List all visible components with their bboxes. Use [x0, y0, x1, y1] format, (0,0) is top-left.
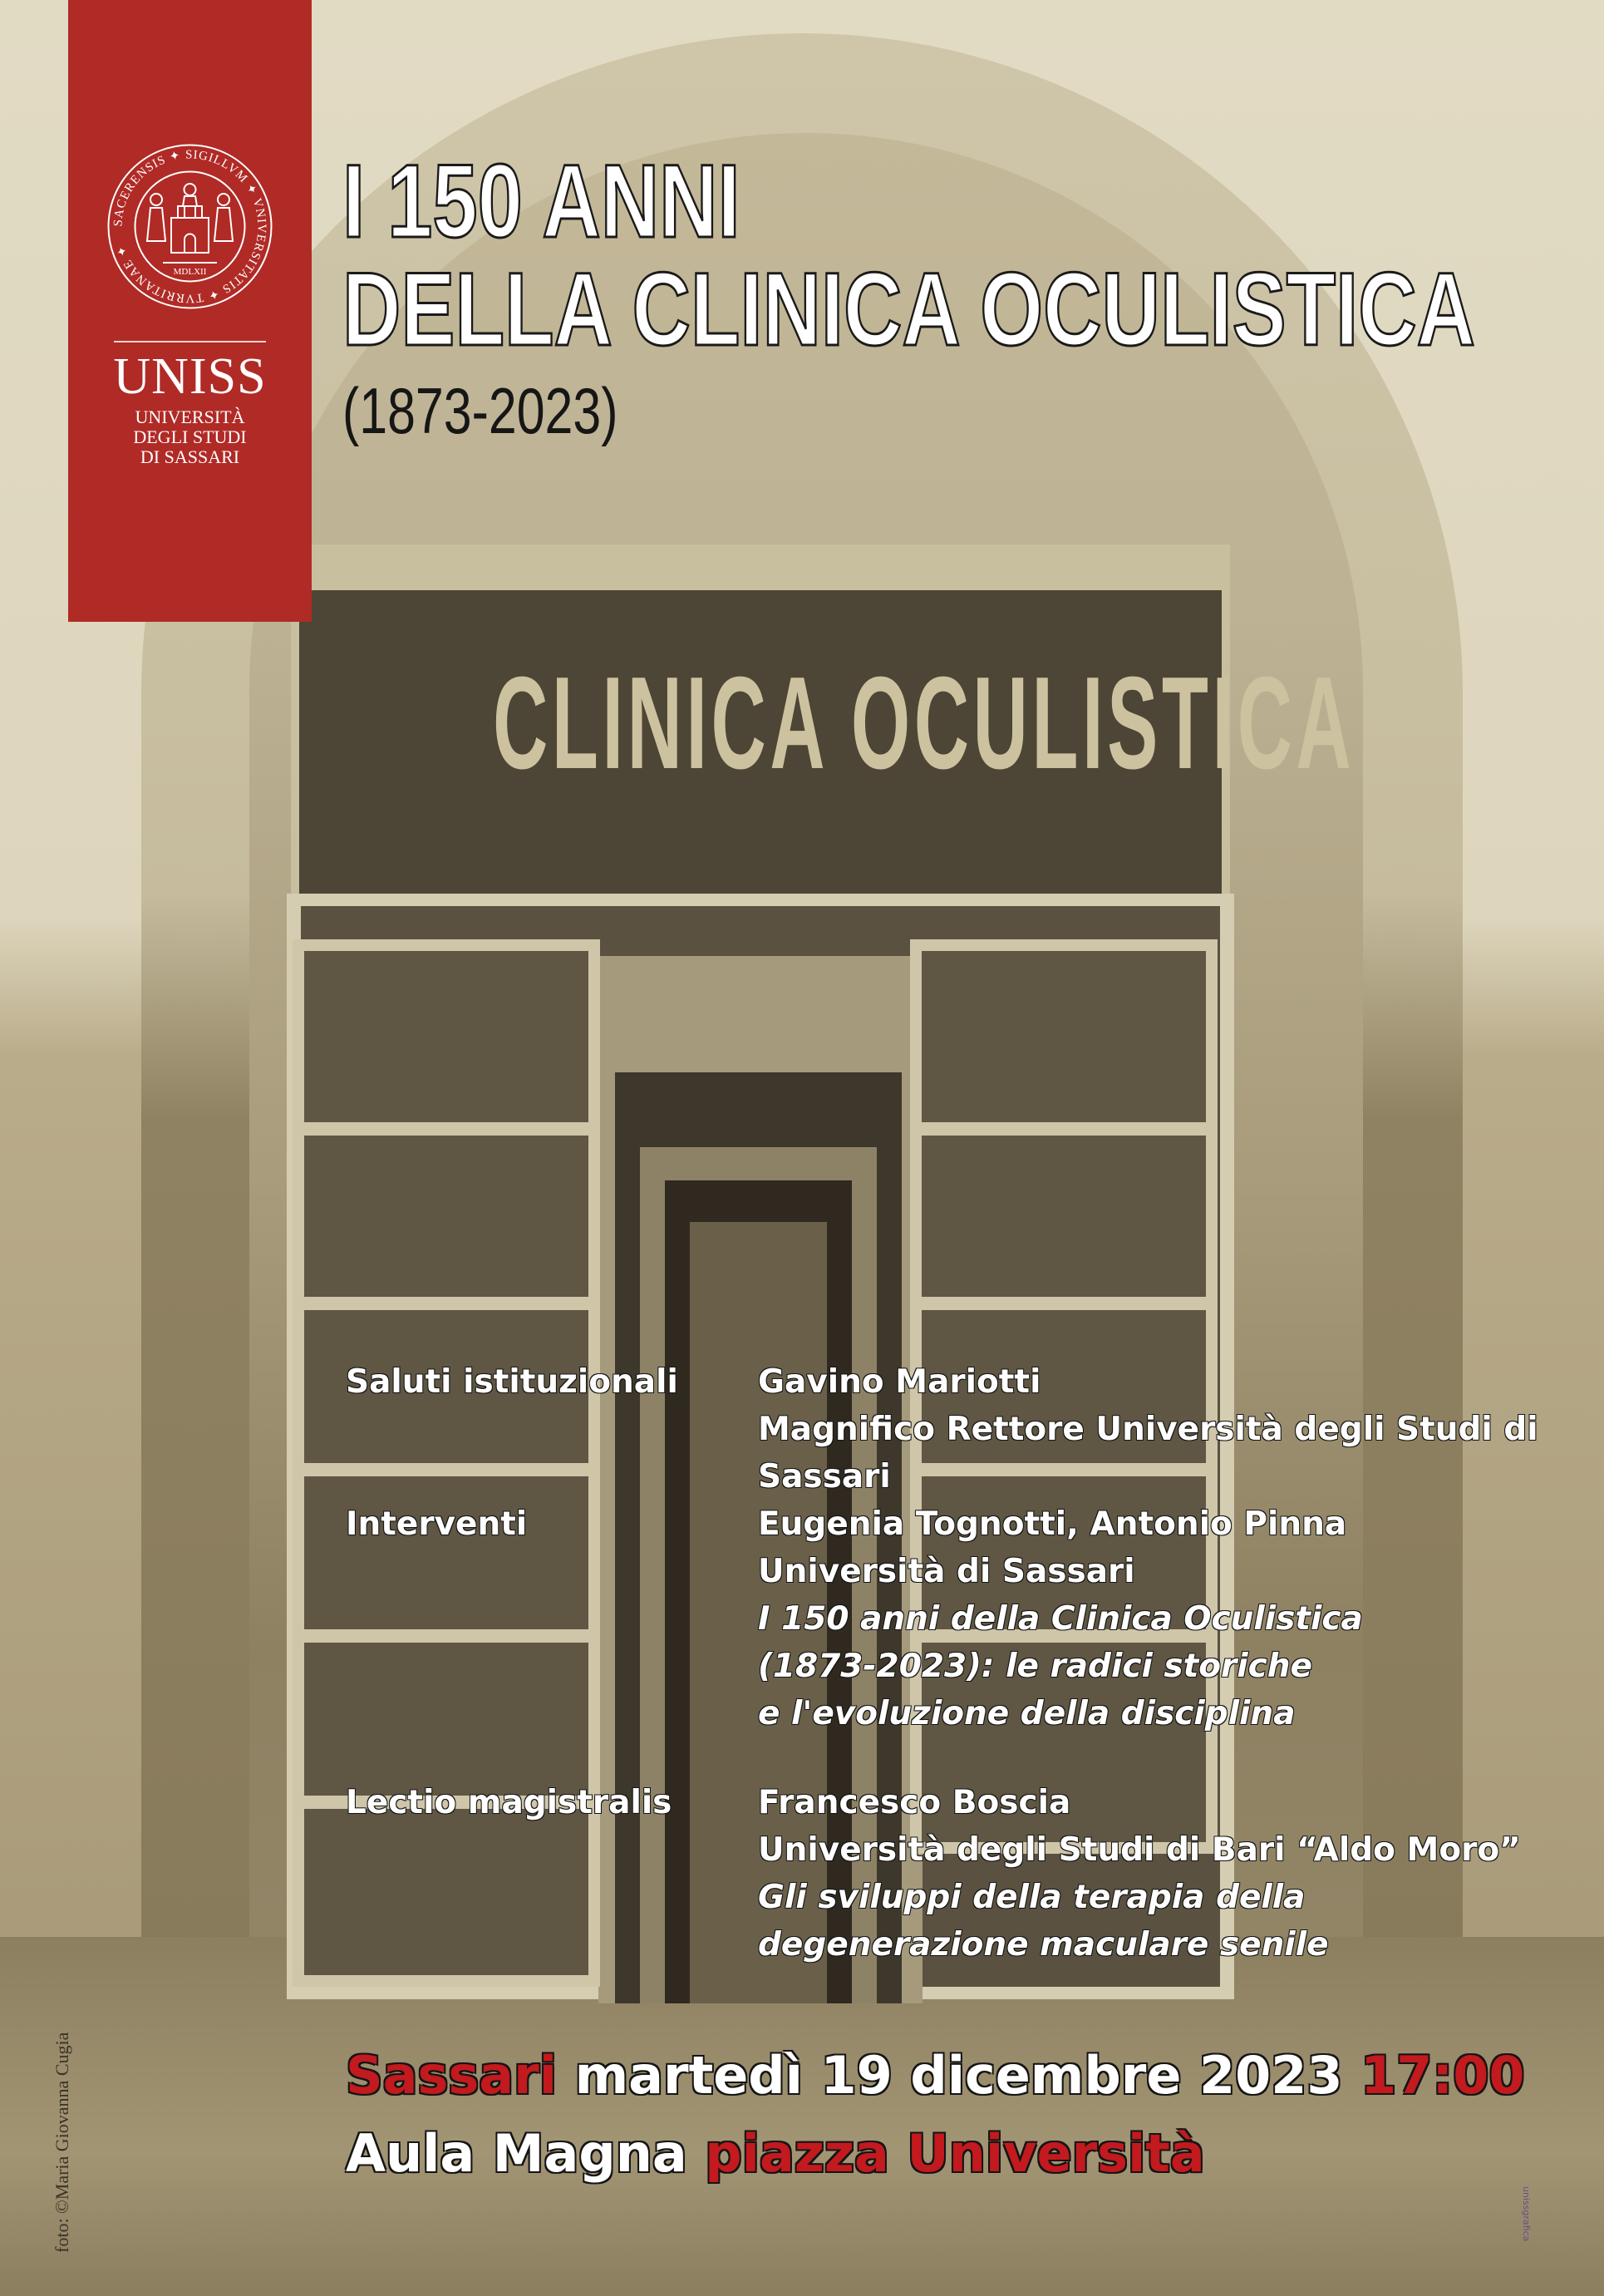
program-talk-title: degenerazione maculare senile [758, 1926, 1329, 1963]
right-door-bar [910, 1463, 1218, 1476]
program-speaker-role: Sassari [758, 1458, 891, 1495]
event-time: 17:00 [1360, 2045, 1525, 2106]
seal-text: SACERENSIS ✦ SIGILLVM ✦ VNIVERSITATIS ✦ TVRRITANAE ✦ [111, 148, 268, 305]
logo-divider [114, 341, 266, 342]
logo-line-2: DEGLI STUDI [133, 426, 247, 447]
photo-credit: foto: ©Maria Giovanna Cugia [52, 2032, 72, 2253]
program-label-interventi: Interventi [346, 1505, 528, 1543]
event-date: martedì 19 dicembre 2023 [574, 2045, 1343, 2106]
title-line-1: I 150 ANNI [342, 144, 740, 259]
program-speaker-name: Francesco Boscia [758, 1784, 1071, 1821]
event-venue-line [346, 2123, 1205, 2184]
seal-year: MDLXII [173, 267, 207, 277]
program-speaker-name: Eugenia Tognotti, Antonio Pinna [758, 1505, 1347, 1543]
event-date-line [346, 2045, 1525, 2106]
title-line-2: DELLA CLINICA OCULISTICA [342, 252, 1476, 367]
program-talk-title: e l'evoluzione della disciplina [758, 1695, 1296, 1732]
title-years: (1873-2023) [342, 374, 618, 447]
event-address: piazza Università [705, 2123, 1205, 2184]
program-label-saluti: Saluti istituzionali [346, 1363, 678, 1401]
program-talk-title: Gli sviluppi della terapia della [758, 1879, 1306, 1916]
program-speaker-role: Magnifico Rettore Università degli Studi di [758, 1411, 1538, 1448]
left-door-bar [293, 1463, 600, 1476]
program-talk-title: I 150 anni della Clinica Oculistica [758, 1600, 1363, 1638]
program-speaker-affiliation: Università di Sassari [758, 1553, 1135, 1590]
program-label-lectio: Lectio magistralis [346, 1784, 672, 1821]
imprint-mark: unissgrafica [1521, 2186, 1532, 2242]
university-logo [68, 0, 312, 622]
right-door-bar [910, 1297, 1218, 1310]
logo-brand: UNISS [113, 348, 267, 405]
right-door-bar [910, 1122, 1218, 1136]
left-door-bar [293, 1629, 600, 1643]
logo-line-3: DI SASSARI [140, 446, 240, 467]
left-door-bar [293, 1297, 600, 1310]
program-speaker-name: Gavino Mariotti [758, 1363, 1041, 1401]
event-venue: Aula Magna [346, 2123, 687, 2184]
event-city: Sassari [346, 2045, 557, 2106]
program-talk-title: (1873-2023): le radici storiche [758, 1648, 1312, 1685]
clinic-sign-text: CLINICA OCULISTICA [493, 650, 1356, 796]
logo-line-1: UNIVERSITÀ [135, 406, 245, 427]
left-door-bar [293, 1122, 600, 1136]
university-seal-icon [105, 141, 275, 312]
program-speaker-affiliation: Università degli Studi di Bari “Aldo Moro” [758, 1831, 1521, 1869]
